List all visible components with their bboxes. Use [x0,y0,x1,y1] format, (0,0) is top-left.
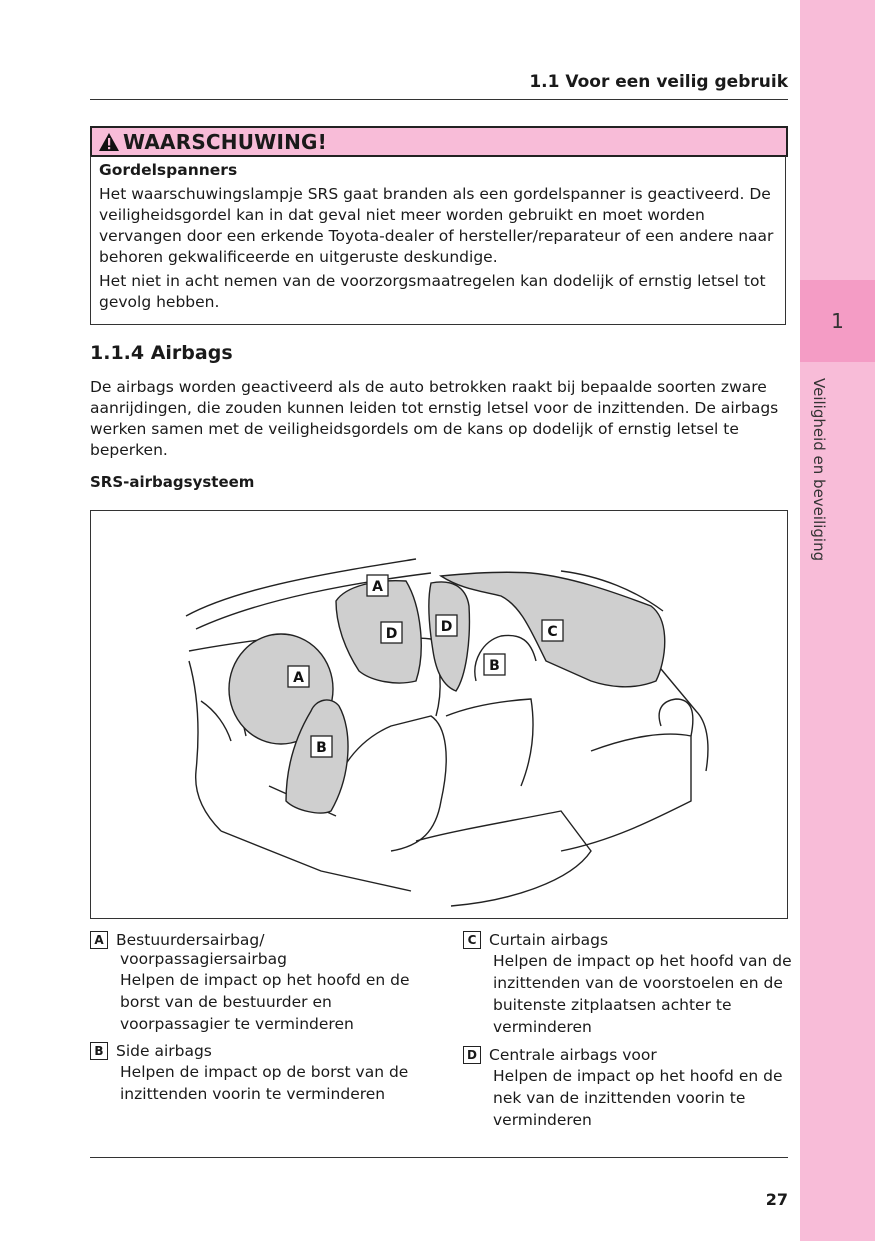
footer-divider [90,1157,788,1158]
legend-label-c: Curtain airbags [489,931,609,949]
legend-letter-c: C [463,931,481,949]
figure-label-b-left [311,736,332,757]
figure-label-c [542,620,563,641]
warning-triangle-icon [98,132,120,157]
figure-label-d-left [381,622,402,643]
legend-label-b: Side airbags [116,1042,212,1060]
figure-label-d-right [436,615,457,636]
srs-system-title: SRS-airbagsysteem [90,473,255,491]
legend-letter-d: D [463,1046,481,1064]
legend-desc-b: Helpen de impact op de borst van de inzittenden voorin te verminderen [120,1063,409,1103]
airbag-illustration [90,510,788,919]
legend-desc-d: Helpen de impact op het hoofd en de nek van de inzittenden voorin te verminderen [493,1067,783,1129]
airbags-intro: De airbags worden geactiveerd als de auto betrokken raakt bij bepaalde soorten zware aanrijdingen, die zouden kunnen leiden tot ernstig letsel voor de inzittenden. De airbags werken samen met de veiligheidsgordels om de kans op dodelijk of ernstig letsel te beperken. [90,378,779,459]
svg-text:C: C [547,624,558,640]
legend-label-a-line1: Bestuurdersairbag/ [116,931,265,949]
svg-text:D: D [440,619,453,635]
figure-label-a-driver [288,666,309,687]
warning-title-text: WAARSCHUWING! [123,130,327,154]
legend-item-a [90,931,435,1035]
warning-subtitle: Gordelspanners [99,161,238,179]
warning-title-bar [90,126,788,157]
warning-title [98,130,327,157]
legend-item-b [90,1042,435,1105]
warning-paragraph-2: Het niet in acht nemen van de voorzorgsmaatregelen kan dodelijk of ernstig letsel tot gevolg hebben. [99,272,766,311]
legend-item-d [463,1046,793,1131]
section-header: 1.1 Voor een veilig gebruik [529,72,788,92]
legend-item-c [463,931,793,1038]
legend-letter-a: A [90,931,108,949]
warning-paragraph-1: Het waarschuwingslampje SRS gaat branden als een gordelspanner is geactiveerd. De veiligheidsgordel kan in dat geval niet meer worden gebruikt en moet worden vervangen door een erkende Toyota-dealer of hersteller/reparateur of een andere naar behoren gekwalificeerde en uitgeruste deskundige. [99,185,774,266]
legend-desc-c: Helpen de impact op het hoofd van de inzittenden van de voorstoelen en de buitenste zitplaatsen achter te verminderen [493,952,792,1036]
svg-text:B: B [316,740,327,756]
car-interior-drawing [91,511,787,918]
figure-label-a-top [367,575,388,596]
chapter-title: Veiligheid en beveiliging [810,378,828,562]
header-divider [90,99,788,100]
section-heading-airbags: 1.1.4 Airbags [90,342,233,364]
warning-body [90,156,786,325]
figure-label-b-right [484,654,505,675]
page-number: 27 [765,1190,788,1209]
svg-text:D: D [385,626,398,642]
legend-letter-b: B [90,1042,108,1060]
legend-label-a-line2: voorpassagiersairbag [120,950,287,968]
legend-desc-a: Helpen de impact op het hoofd en de borst van de bestuurder en voorpassagier te verminderen [120,971,410,1033]
legend-label-d: Centrale airbags voor [489,1046,657,1064]
svg-text:B: B [489,658,500,674]
svg-text:A: A [293,670,304,686]
svg-text:A: A [372,579,383,595]
chapter-number-tab: 1 [800,280,875,362]
